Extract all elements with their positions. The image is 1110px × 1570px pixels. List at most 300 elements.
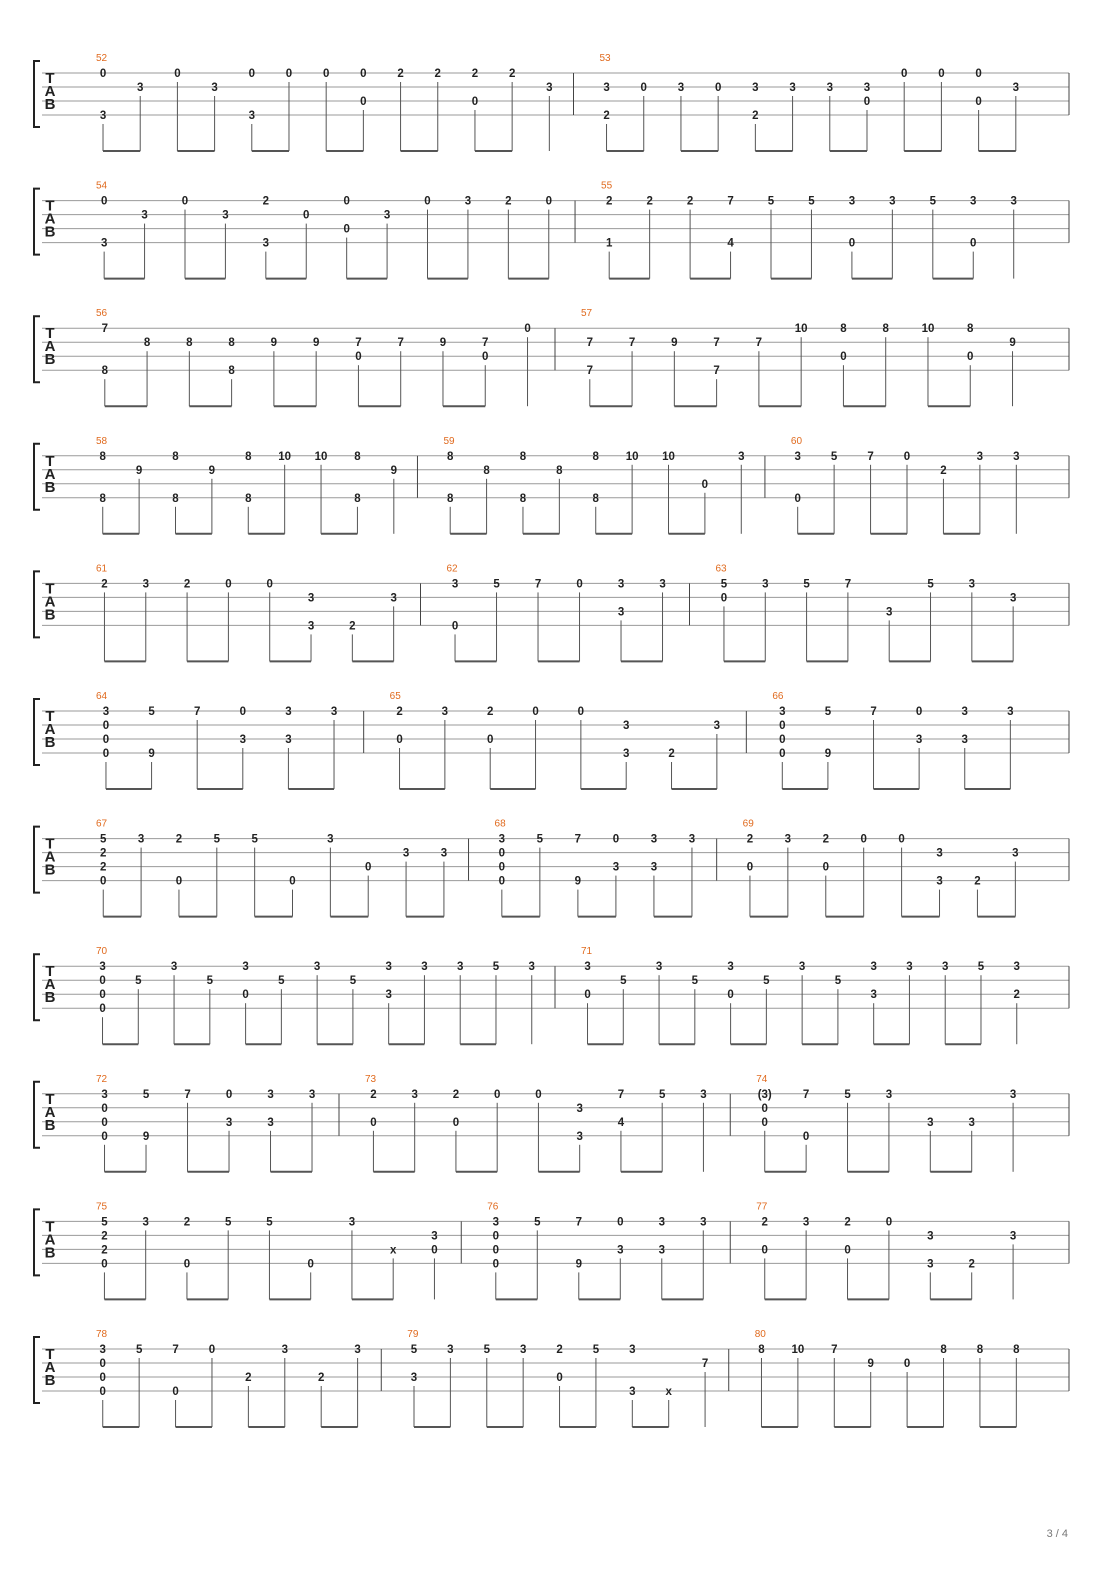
measure-number: 72 xyxy=(96,1073,108,1085)
fret-number: 5 xyxy=(808,195,815,208)
fret-number: 0 xyxy=(498,875,506,888)
fret-number: 0 xyxy=(99,68,107,80)
fret-number: 0 xyxy=(307,1258,314,1271)
fret-number: 3 xyxy=(927,1230,934,1243)
fret-number: 8 xyxy=(446,450,454,463)
fret-number: 0 xyxy=(355,351,362,364)
fret-number: 0 xyxy=(493,1088,501,1101)
fret-number: 3 xyxy=(802,1216,810,1229)
fret-number: 0 xyxy=(498,861,506,874)
fret-number: 10 xyxy=(314,450,328,463)
fret-number: 0 xyxy=(617,1216,624,1229)
fret-number: 3 xyxy=(528,961,535,974)
measure xyxy=(746,691,1013,789)
measure-number: 73 xyxy=(364,1073,377,1085)
fret-number: 3 xyxy=(576,1102,583,1115)
fret-number: 0 xyxy=(471,96,479,108)
measure xyxy=(421,563,666,661)
fret-number: 9 xyxy=(824,748,832,760)
measure xyxy=(96,53,553,151)
fret-number: 2 xyxy=(968,1258,975,1271)
fret-number: 3 xyxy=(441,706,449,718)
tab-clef-letter: A xyxy=(44,83,56,100)
fret-number: 2 xyxy=(940,464,947,477)
fret-number: 3 xyxy=(451,578,459,591)
fret-number: 2 xyxy=(183,1216,191,1229)
tab-clef-letter: T xyxy=(45,1346,55,1363)
fret-number: 8 xyxy=(1013,1344,1020,1356)
fret-number: 0 xyxy=(208,1344,216,1356)
measure-number: 76 xyxy=(487,1201,499,1213)
fret-number: 2 xyxy=(686,195,694,208)
tab-system xyxy=(34,946,1069,1044)
measure-number: 56 xyxy=(96,308,108,320)
fret-number: 8 xyxy=(99,492,106,505)
fret-number: 0 xyxy=(486,734,494,746)
fret-number: 2 xyxy=(508,68,516,80)
fret-number: 8 xyxy=(556,464,563,477)
fret-number: 8 xyxy=(245,450,252,463)
fret-number: 0 xyxy=(903,1358,911,1370)
fret-number: 2 xyxy=(746,833,754,846)
fret-number: 7 xyxy=(482,337,489,350)
fret-number: 3 xyxy=(961,706,968,718)
fret-number: 0 xyxy=(701,478,709,491)
fret-number: 3 xyxy=(385,989,392,1002)
fret-number: 0 xyxy=(343,195,350,208)
fret-number: 7 xyxy=(534,578,542,591)
fret-number: 2 xyxy=(603,110,610,122)
fret-number: 3 xyxy=(383,209,391,222)
fret-number: 3 xyxy=(659,578,666,591)
fret-number: 2 xyxy=(100,847,107,860)
fret-number: 5 xyxy=(720,578,728,591)
fret-number: 10 xyxy=(921,323,935,336)
fret-number: 8 xyxy=(882,323,889,336)
measure xyxy=(574,53,1020,151)
fret-number: 2 xyxy=(101,1230,108,1243)
fret-number: 3 xyxy=(863,82,871,94)
fret-number: 3 xyxy=(431,1230,438,1243)
fret-number: 2 xyxy=(100,861,107,874)
measure-number: 55 xyxy=(601,180,613,192)
fret-number: 2 xyxy=(397,68,404,80)
measure xyxy=(381,1329,708,1427)
fret-number: 5 xyxy=(224,1216,232,1229)
fret-number: 0 xyxy=(183,1258,191,1271)
fret-number: 3 xyxy=(281,1344,288,1356)
fret-number: 3 xyxy=(307,620,315,633)
fret-number: 8 xyxy=(354,450,361,463)
fret-number: 3 xyxy=(784,833,792,846)
fret-number: 4 xyxy=(727,237,734,250)
fret-number: 3 xyxy=(402,847,410,860)
fret-number: 0 xyxy=(322,68,330,80)
fret-number: 0 xyxy=(714,82,722,94)
fret-number: 0 xyxy=(174,68,181,80)
fret-number: 3 xyxy=(889,195,896,208)
fret-number: 5 xyxy=(592,1344,600,1356)
fret-number: 2 xyxy=(668,748,675,760)
tab-clef-letter: T xyxy=(45,1218,55,1236)
fret-number: 3 xyxy=(752,82,759,94)
fret-number: 3 xyxy=(99,961,106,974)
tab-clef-letter: B xyxy=(44,96,56,113)
tab-clef-letter: A xyxy=(44,593,56,611)
fret-number: 3 xyxy=(700,1216,707,1229)
tab-clef-letter: T xyxy=(45,963,55,981)
fret-number: 3 xyxy=(142,578,149,591)
measure-number: 68 xyxy=(494,818,506,830)
system-bracket xyxy=(34,316,40,382)
fret-number: 3 xyxy=(267,1088,274,1101)
fret-number: 3 xyxy=(492,1216,499,1229)
fret-number: 3 xyxy=(779,706,786,718)
fret-number: 3 xyxy=(498,833,506,846)
fret-number: 3 xyxy=(936,875,943,888)
fret-number: 0 xyxy=(225,1088,233,1101)
fret-number: 0 xyxy=(101,1116,108,1129)
fret-number: 5 xyxy=(135,975,142,988)
fret-number: 3 xyxy=(267,1116,274,1129)
fret-number: 3 xyxy=(658,1216,665,1229)
fret-number: 0 xyxy=(181,195,189,208)
measure-number: 53 xyxy=(599,53,611,64)
tab-clef-letter: A xyxy=(44,848,56,866)
fret-number: 7 xyxy=(574,833,582,846)
fret-number: 3 xyxy=(242,961,249,974)
tab-clef-letter: A xyxy=(44,465,56,483)
measure-number: 70 xyxy=(96,946,108,958)
fret-number: 3 xyxy=(385,961,392,974)
fret-number: 3 xyxy=(612,861,620,874)
measure-number: 54 xyxy=(96,180,108,192)
fret-number: 2 xyxy=(349,620,356,633)
fret-number: 0 xyxy=(545,195,552,208)
tab-clef-letter: T xyxy=(45,708,55,725)
fret-number: 0 xyxy=(900,68,908,80)
fret-number: 2 xyxy=(761,1216,768,1229)
fret-number: 0 xyxy=(532,706,539,718)
fret-number: 7 xyxy=(713,337,720,350)
fret-number: 7 xyxy=(101,323,108,336)
tab-clef-letter: T xyxy=(45,325,55,343)
fret-number: 10 xyxy=(278,450,292,463)
fret-number: 3 xyxy=(440,847,448,860)
fret-number: 1 xyxy=(605,237,613,250)
fret-number: x xyxy=(389,1244,397,1257)
fret-number: 8 xyxy=(483,464,490,477)
fret-number: 2 xyxy=(262,195,270,208)
fret-number: 3 xyxy=(886,606,893,619)
fret-number: 3 xyxy=(677,82,685,94)
fret-number: 0 xyxy=(492,1230,499,1243)
fret-number: 9 xyxy=(1009,337,1016,350)
fret-number: 5 xyxy=(977,961,985,974)
tab-clef-letter: B xyxy=(44,861,56,879)
fret-number: 3 xyxy=(1012,847,1019,860)
fret-number: 2 xyxy=(175,833,183,846)
fret-number: 3 xyxy=(308,1088,316,1101)
fret-number: 9 xyxy=(390,464,398,477)
fret-number: 7 xyxy=(870,706,877,718)
fret-number: 7 xyxy=(802,1088,810,1101)
measure-number: 58 xyxy=(96,435,108,447)
fret-number: 3 xyxy=(137,833,145,846)
fret-number: 0 xyxy=(175,875,183,888)
fret-number: 2 xyxy=(1013,989,1020,1002)
measure xyxy=(555,946,1020,1044)
fret-number: 9 xyxy=(574,875,582,888)
fret-number: 3 xyxy=(942,961,949,974)
fret-number: 0 xyxy=(101,1130,108,1143)
fret-number: 5 xyxy=(691,975,699,988)
fret-number: 8 xyxy=(99,450,106,463)
fret-number: 8 xyxy=(446,492,454,505)
fret-number: 3 xyxy=(1010,195,1017,208)
measure xyxy=(96,181,552,279)
fret-number: 0 xyxy=(794,492,801,505)
fret-number: 8 xyxy=(519,450,527,463)
fret-number: 0 xyxy=(779,734,786,746)
system-bracket xyxy=(34,1209,40,1275)
fret-number: 0 xyxy=(343,223,350,236)
fret-number: 3 xyxy=(99,1344,106,1356)
fret-number: 2 xyxy=(245,1372,252,1384)
measure-number: 78 xyxy=(96,1329,108,1340)
fret-number: 0 xyxy=(172,1386,179,1398)
fret-number: 5 xyxy=(492,961,500,974)
fret-number: 3 xyxy=(688,833,696,846)
fret-number: 3 xyxy=(1013,450,1020,463)
fret-number: 0 xyxy=(492,1244,499,1257)
fret-number: 0 xyxy=(360,68,367,80)
fret-number: 3 xyxy=(738,450,745,463)
fret-number: 8 xyxy=(519,492,527,505)
fret-number: 5 xyxy=(929,195,937,208)
fret-number: 0 xyxy=(746,861,754,874)
tab-clef-letter: B xyxy=(44,606,56,624)
fret-number: 7 xyxy=(397,337,404,350)
measure-number: 63 xyxy=(715,563,727,575)
measure xyxy=(96,308,531,406)
tab-system xyxy=(34,436,1069,534)
fret-number: 3 xyxy=(285,706,292,718)
fret-number: 3 xyxy=(100,237,108,250)
measure-number: 80 xyxy=(754,1329,766,1340)
fret-number: 0 xyxy=(396,734,403,746)
measure xyxy=(96,691,337,789)
fret-number: 5 xyxy=(763,975,770,988)
fret-number: 8 xyxy=(186,337,193,350)
page-number: 3 / 4 xyxy=(1046,1528,1068,1540)
fret-number: 3 xyxy=(222,209,229,222)
fret-number: 8 xyxy=(245,492,252,505)
measure xyxy=(717,819,1019,917)
tab-clef-letter: A xyxy=(44,210,56,228)
fret-number: 3 xyxy=(915,734,923,746)
fret-number: 5 xyxy=(834,975,842,988)
fret-number: 9 xyxy=(671,337,678,350)
fret-number: 0 xyxy=(100,875,107,888)
fret-number: 5 xyxy=(658,1088,666,1101)
fret-number: 3 xyxy=(102,706,110,718)
system-bracket xyxy=(34,571,40,637)
fret-number: 3 xyxy=(170,961,178,974)
fret-number: 0 xyxy=(100,195,108,208)
fret-number: 3 xyxy=(762,578,769,591)
tab-clef-letter: T xyxy=(45,580,55,598)
fret-number: 5 xyxy=(927,578,934,591)
fret-number: 3 xyxy=(700,1088,707,1101)
fret-number: 3 xyxy=(629,1386,636,1398)
measure-number: 71 xyxy=(581,946,593,958)
fret-number: 0 xyxy=(761,1244,768,1257)
fret-number: 5 xyxy=(410,1344,418,1356)
fret-number: 3 xyxy=(1013,961,1020,974)
fret-number: 2 xyxy=(646,195,653,208)
fret-number: 0 xyxy=(898,833,905,846)
fret-number: 3 xyxy=(655,961,663,974)
fret-number: 2 xyxy=(317,1372,325,1384)
fret-number: 7 xyxy=(575,1216,582,1229)
fret-number: 3 xyxy=(798,961,806,974)
fret-number: 5 xyxy=(213,833,221,846)
fret-number: 5 xyxy=(101,1216,108,1229)
fret-number: 3 xyxy=(546,82,553,94)
fret-number: 3 xyxy=(99,110,107,122)
fret-number: 5 xyxy=(830,450,838,463)
tab-system xyxy=(34,1201,1069,1299)
fret-number: 0 xyxy=(885,1216,893,1229)
fret-number: 5 xyxy=(266,1216,273,1229)
fret-number: 9 xyxy=(208,464,216,477)
tab-clef-letter: T xyxy=(45,452,55,470)
fret-number: 0 xyxy=(303,209,310,222)
fret-number: 0 xyxy=(99,1003,106,1016)
fret-number: 2 xyxy=(183,578,191,591)
fret-number: 9 xyxy=(135,464,143,477)
fret-number: 3 xyxy=(927,1258,934,1271)
fret-number: 3 xyxy=(411,1088,418,1101)
measure-number: 69 xyxy=(742,818,754,830)
fret-number: 3 xyxy=(629,1344,636,1356)
tab-clef-letter: B xyxy=(44,351,56,369)
tab-system xyxy=(34,1074,1069,1172)
fret-number: 0 xyxy=(498,847,506,860)
fret-number: 2 xyxy=(471,68,479,80)
fret-number: 0 xyxy=(970,237,977,250)
fret-number: 3 xyxy=(622,748,630,760)
fret-number: 5 xyxy=(206,975,214,988)
system-bracket xyxy=(34,1337,40,1403)
fret-number: 9 xyxy=(270,337,278,350)
system-bracket xyxy=(34,61,40,127)
fret-number: 3 xyxy=(617,606,625,619)
fret-number: 3 xyxy=(650,861,658,874)
fret-number: 0 xyxy=(451,620,459,633)
fret-number: 5 xyxy=(534,1216,541,1229)
fret-number: 5 xyxy=(483,1344,490,1356)
tab-system xyxy=(34,308,1069,406)
measure-number: 74 xyxy=(756,1073,768,1085)
fret-number: 0 xyxy=(779,748,786,760)
fret-number: 0 xyxy=(242,989,249,1002)
fret-number: 3 xyxy=(936,847,943,860)
measure xyxy=(96,436,397,534)
fret-number: 0 xyxy=(535,1088,542,1101)
tab-clef-letter: A xyxy=(44,721,56,738)
measure xyxy=(765,436,1020,534)
measure xyxy=(96,1329,361,1427)
system-bracket xyxy=(34,189,40,255)
tab-system xyxy=(34,691,1069,789)
fret-number: 3 xyxy=(354,1344,361,1356)
measure xyxy=(339,1074,707,1172)
system-bracket xyxy=(34,699,40,765)
fret-number: 2 xyxy=(101,578,108,591)
fret-number: 7 xyxy=(867,450,874,463)
fret-number: 7 xyxy=(628,337,636,350)
measure xyxy=(417,436,744,534)
fret-number: 10 xyxy=(625,450,639,463)
fret-number: 7 xyxy=(193,706,201,718)
fret-number: 0 xyxy=(903,450,911,463)
fret-number: 0 xyxy=(975,96,982,108)
measure xyxy=(96,563,397,661)
fret-number: 3 xyxy=(789,82,796,94)
fret-number: 3 xyxy=(576,1130,583,1143)
fret-number: 0 xyxy=(285,68,293,80)
tab-clef-letter: A xyxy=(44,338,56,356)
fret-number: 8 xyxy=(143,337,151,350)
tab-clef-letter: A xyxy=(44,1103,56,1121)
fret-number: 0 xyxy=(848,237,856,250)
fret-number: 3 xyxy=(447,1344,454,1356)
system-bracket xyxy=(34,444,40,510)
fret-number: 2 xyxy=(605,195,613,208)
fret-number: 5 xyxy=(142,1088,150,1101)
fret-number: 0 xyxy=(761,1116,768,1129)
measure-number: 65 xyxy=(389,691,401,702)
fret-number: 7 xyxy=(617,1088,625,1101)
fret-number: 5 xyxy=(803,578,810,591)
tab-clef-letter: B xyxy=(44,734,56,751)
fret-number: 0 xyxy=(365,861,372,874)
fret-number: 2 xyxy=(752,110,759,122)
fret-number: 5 xyxy=(620,975,627,988)
measure-number: 60 xyxy=(790,435,803,447)
fret-number: 10 xyxy=(794,323,808,336)
fret-number: 7 xyxy=(172,1344,179,1356)
fret-number: 0 xyxy=(102,734,110,746)
fret-number: x xyxy=(665,1386,672,1398)
fret-number: 8 xyxy=(228,365,235,378)
fret-number: 3 xyxy=(327,833,334,846)
fret-number: 3 xyxy=(211,82,218,94)
fret-number: 8 xyxy=(101,365,108,378)
fret-number: 0 xyxy=(99,1372,106,1384)
fret-number: 8 xyxy=(967,323,974,336)
tab-clef-letter: A xyxy=(44,976,56,994)
fret-number: 2 xyxy=(396,706,403,718)
tab-clef-letter: T xyxy=(45,1090,55,1108)
tab-system xyxy=(34,563,1069,661)
fret-number: 9 xyxy=(312,337,320,350)
tab-system xyxy=(34,1329,1069,1427)
fret-number: 8 xyxy=(976,1344,984,1356)
measure xyxy=(555,308,1016,406)
